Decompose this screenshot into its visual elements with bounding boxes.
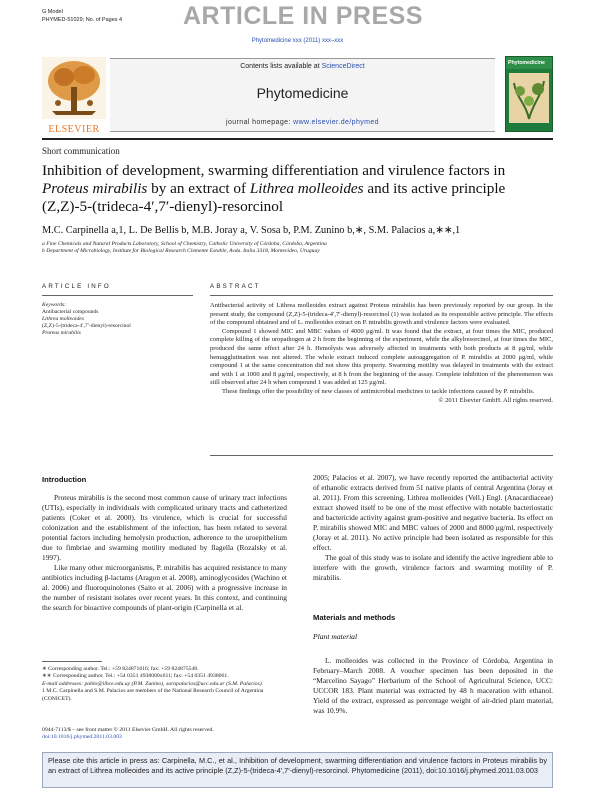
citation-text: Please cite this article in press as: Carpinella, M.C., et al., Inhibition of development, swarming differentiation and virulence factors in Proteus mirabilis by an extract of Lithrea molleoides and its active principle (Z,Z)-5-(trideca-4′,7′-dienyl)-resorcinol. Phytomedicine (2011), doi:10.1016/j.phymed.2011.03.003 <box>48 756 547 775</box>
doc-id: PHYMED-51029; No. of Pages 4 <box>42 17 123 23</box>
sciencedirect-link[interactable]: ScienceDirect <box>321 63 365 70</box>
elsevier-logo <box>42 57 106 133</box>
contents-prefix: Contents lists available at <box>240 63 322 70</box>
intro-paragraph-3: 2005; Palacios et al. 2007), we have recently reported the antibacterial activity of ethanolic extracts derived from 51 native plants of central Argentina (Joray et al. 2011). From this screening, Lithrea molleoides (Vell.) Engl. (Anacardiaceae) extract showed itself to be one of the most effective with notable bacteriostatic and bactericide activity against gram-positive and negative bacteria. Its effect on P. mirabilis showed MIC and MBC values of 2000 and 8000 μg/ml, respectively (Joray et al. 2011). No active principle had been isolated as responsible for this effect. <box>313 473 553 552</box>
elsevier-wordmark: ELSEVIER <box>48 124 100 135</box>
plant-material-heading: Plant material <box>313 632 358 641</box>
keyword-item: Lithrea molleoides <box>42 316 84 322</box>
journal-reference[interactable]: Phytomedicine xxx (2011) xxx–xxx <box>251 38 344 44</box>
title-fragment: by an extract of <box>147 180 250 197</box>
introduction-right-column <box>313 473 553 583</box>
affiliation-a: a Fine Chemicals and Natural Products Laboratory, School of Chemistry, Catholic University of Córdoba, Córdoba, Argentina <box>42 241 327 247</box>
journal-cover-image <box>505 56 553 132</box>
journal-homepage-line <box>110 119 495 126</box>
copyright-notice: © 2011 Elsevier GmbH. All rights reserved. <box>438 396 553 404</box>
abstract-body <box>210 302 553 405</box>
article-title <box>42 162 553 216</box>
citation-box <box>42 752 553 788</box>
cover-title: Phytomedicine <box>506 57 552 69</box>
article-info-heading: ARTICLE INFO <box>42 283 111 290</box>
cover-plant-icon <box>506 69 552 129</box>
introduction-left-column <box>42 493 287 613</box>
abstract-paragraph-3: These findings offer the possibility of new classes of antimicrobial medicines to tackle infections caused by P. mirabilis. <box>222 387 535 395</box>
title-species-1: Proteus mirabilis <box>42 180 148 197</box>
abstract-paragraph-1: Antibacterial activity of Lithrea molleoides extract against Proteus mirabilis has been previously reported by our group. In the present study, the compound (Z,Z)-5-(trideca-4′,7′-dienyl)-resorcinol (1) was isolated as its responsible active principle. The effects of the compound obtained and of L. molleoides extract on P. mirabilis growth and virulence factors were evaluated. <box>210 302 553 327</box>
intro-paragraph-2: Like many other microorganisms, P. mirabilis has acquired resistance to many antibiotics including β-lactams (Aragon et al. 2008), aminoglycosides (Wachino et al. 2006) and fluoroquinolones (Saito et al. 2006) with a progressive increase in the number of resistant isolates over recent years. In this context, and continuing the search for bioactive compounds of plant-origin (Carpinella et al. <box>42 563 287 612</box>
contents-line <box>110 63 495 70</box>
footnote-conicet: 1 M.C. Carpinella and S.M. Palacios are members of the National Research Council of Argentina (CONICET). <box>42 688 264 702</box>
elsevier-tree-icon <box>42 57 106 119</box>
title-fragment-2: and its active principle <box>363 180 506 197</box>
abstract-paragraph-2: Compound 1 showed MIC and MBC values of 4000 μg/ml. It was found that the extract, at four times the MIC, produced complete killing of the uropathogen at 2 h from the beginning of the experiment, while the alkylresorcinol, at four times the MIC, produced the same effect after 24 h. Hemolysis was adversely affected in treatments with both products at 8 μg/ml, while hemagglutination was not altered. The whole extract induced complete autoaggregation of P. mirabilis at 2000 μg/ml, while compound 1 at the same concentration did not show this property. Swarming motility was delayed in treatments with the extract and with 1 at 1000 and 8 μg/ml, respectively, at 8 h from the beginning of the assay. Complete inhibition of the phenomenon was still observed after 24 h when compound 1 was added at 125 μg/ml. <box>210 327 553 387</box>
front-matter <box>42 727 342 742</box>
title-line-2 <box>42 180 553 198</box>
introduction-heading: Introduction <box>42 475 87 484</box>
affiliations <box>42 241 553 255</box>
footnote-corresponding-1: ∗ Corresponding author. Tel.: +59 824871616; fax: +59 824875548. <box>42 666 199 672</box>
issn-line: 0944-7113/$ – see front matter © 2011 Elsevier GmbH. All rights reserved. <box>42 727 214 733</box>
footnote-emails[interactable]: E-mail addresses: pablo@iibce.edu.uy (P.M. Zunino), sarapalacios@ucc.edu.ar (S.M. Palacios). <box>42 680 264 687</box>
footnote-corresponding-2: ∗∗ Corresponding author. Tel.: +54 0351 4938000x611; fax: +54 0351 4938061. <box>42 673 229 680</box>
plant-paragraph: L. molleoides was collected in the Province of Córdoba, Argentina in February–March 2008. A voucher specimen has been deposited in the “Marcelino Sayago” Herbarium of the School of Agricultural Science, UCC: UCCOR 183. Plant material was extracted by 48 h maceration with ethanol. Yield of the extract, expressed as percentage weight of air-dried plant material, was 10.9%. <box>313 656 553 715</box>
journal-name: Phytomedicine <box>256 85 349 101</box>
affiliation-b: b Department of Microbiology, Institute for Biological Research Clemente Estable, Avda. Italia 3318, Montevideo, Uruguay <box>42 248 320 254</box>
footnotes <box>42 666 287 703</box>
journal-masthead <box>110 58 495 132</box>
footnote-rule <box>42 661 102 662</box>
keyword-item: Antibacterial compounds <box>42 309 99 315</box>
doi-link[interactable]: doi:10.1016/j.phymed.2011.03.003 <box>42 734 122 741</box>
methods-heading: Materials and methods <box>313 613 396 622</box>
keyword-item: Proteus mirabilis <box>42 330 81 336</box>
intro-paragraph-4: The goal of this study was to isolate and identify the active ingredient able to interfere with the growth, virulence factors and swarming motility of P. mirabilis. <box>313 553 553 582</box>
author-list: M.C. Carpinella a,1, L. De Bellis b, M.B. Joray a, V. Sosa b, P.M. Zunino b,∗, S.M. Palacios a,∗∗,1 <box>42 225 461 236</box>
abstract-heading: ABSTRACT <box>210 283 261 290</box>
title-line-1: Inhibition of development, swarming differentiation and virulence factors in <box>42 162 506 179</box>
article-in-press-banner: ARTICLE IN PRESS <box>183 2 423 30</box>
keywords-block <box>42 302 202 337</box>
plant-material-body <box>313 656 553 716</box>
intro-paragraph-1: Proteus mirabilis is the second most common cause of urinary tract infections (UTIs), especially in individuals with complicated urinary tracts and catheterized patients (Coker et al. 2000). Its virulence, which is crucial for successful colonization and the establishment of the infection, has been related to several potential factors including hemolysin production, adherence to the uroepithelium due to fimbriae and swarming motility mediated by flagella (Rozalsky et al. 1997). <box>42 493 287 562</box>
masthead-rule <box>42 138 553 140</box>
article-info-rule <box>42 295 193 296</box>
keyword-item: (Z,Z)-5-(trideca-4′,7′-dienyl)-resorcinol <box>42 323 131 329</box>
homepage-link[interactable]: www.elsevier.de/phymed <box>293 119 379 126</box>
keywords-label: Keywords: <box>42 302 67 308</box>
model-label: G Model <box>42 9 63 15</box>
homepage-prefix: journal homepage: <box>226 119 294 126</box>
title-line-3: (Z,Z)-5-(trideca-4′,7′-dienyl)-resorcinol <box>42 198 284 215</box>
title-species-2: Lithrea molleoides <box>249 180 364 197</box>
abstract-end-rule <box>210 455 553 456</box>
abstract-rule <box>210 295 553 296</box>
article-type: Short communication <box>42 146 120 156</box>
